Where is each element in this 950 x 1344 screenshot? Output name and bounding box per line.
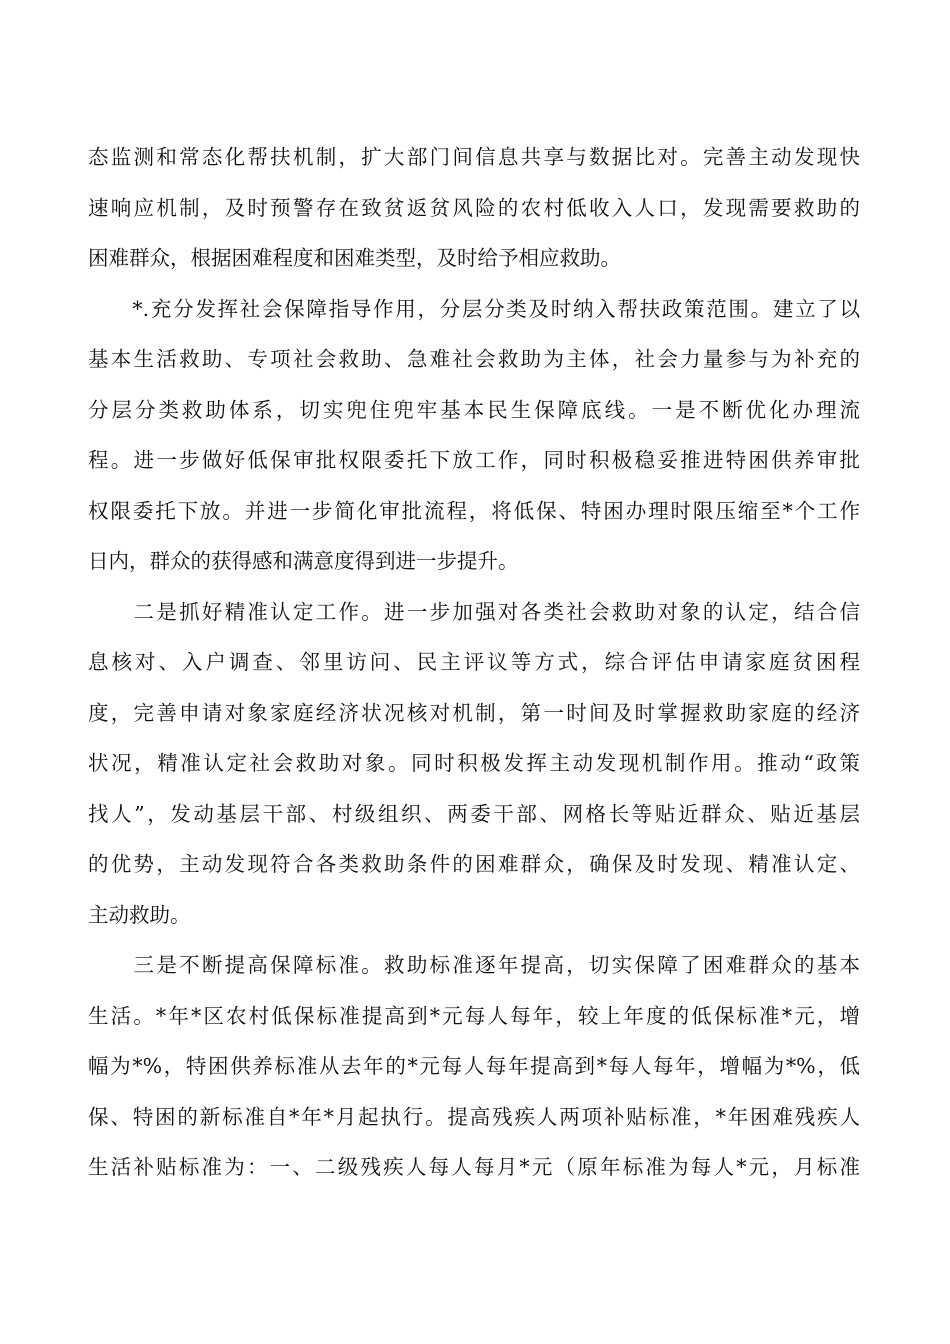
text-line: 幅为*%，特困供养标准从去年的*元每人每年提高到*每人每年，增幅为*%，低 — [88, 1054, 860, 1078]
text-line: 程。进一步做好低保审批权限委托下放工作，同时积极稳妥推进特困供养审批 — [88, 448, 860, 472]
paragraph-2 — [88, 284, 860, 587]
text-line: 生活补贴标准为：一、二级残疾人每人每月*元（原年标准为每人*元，月标准 — [88, 1155, 860, 1179]
text-line: 找人”，发动基层干部、村级组织、两委干部、网格长等贴近群众、贴近基层 — [88, 801, 860, 826]
text-line: 分层分类救助体系，切实兜住兜牢基本民生保障底线。一是不断优化办理流 — [88, 397, 860, 422]
text-line: 度，完善申请对象家庭经济状况核对机制，第一时间及时掌握救助家庭的经济 — [88, 700, 860, 725]
text-line: 生活。*年*区农村低保标准提高到*元每人每年，较上年度的低保标准*元，增 — [88, 1003, 860, 1028]
text-line: 日内，群众的获得感和满意度得到进一步提升。 — [88, 549, 519, 573]
text-line: 速响应机制，及时预警存在致贫返贫风险的农村低收入人口，发现需要救助的 — [88, 195, 860, 220]
text-line: 二是抓好精准认定工作。进一步加强对各类社会救助对象的认定，结合信 — [88, 599, 860, 624]
text-line: 保、特困的新标准自*年*月起执行。提高残疾人两项补贴标准，*年困难残疾人 — [88, 1104, 860, 1129]
text-line: 态监测和常态化帮扶机制，扩大部门间信息共享与数据比对。完善主动发现快 — [88, 145, 860, 169]
text-line: *.充分发挥社会保障指导作用，分层分类及时纳入帮扶政策范围。建立了以 — [88, 296, 860, 321]
text-line: 主动救助。 — [88, 902, 191, 927]
text-line: 息核对、入户调查、邻里访问、民主评议等方式，综合评估申请家庭贫困程 — [88, 650, 860, 674]
text-line: 权限委托下放。并进一步简化审批流程，将低保、特困办理时限压缩至*个工作 — [88, 498, 860, 523]
paragraph-3 — [88, 587, 860, 941]
text-line: 基本生活救助、专项社会救助、急难社会救助为主体，社会力量参与为补充的 — [88, 347, 860, 371]
paragraph-1 — [88, 132, 860, 284]
document-body — [88, 132, 860, 1193]
text-line: 三是不断提高保障标准。救助标准逐年提高，切实保障了困难群众的基本 — [88, 953, 860, 977]
text-line: 的优势，主动发现符合各类救助条件的困难群众，确保及时发现、精准认定、 — [88, 852, 860, 876]
text-line: 状况，精准认定社会救助对象。同时积极发挥主动发现机制作用。推动“政策 — [88, 751, 860, 775]
text-line: 困难群众，根据困难程度和困难类型，及时给予相应救助。 — [88, 246, 621, 270]
paragraph-4 — [88, 940, 860, 1193]
